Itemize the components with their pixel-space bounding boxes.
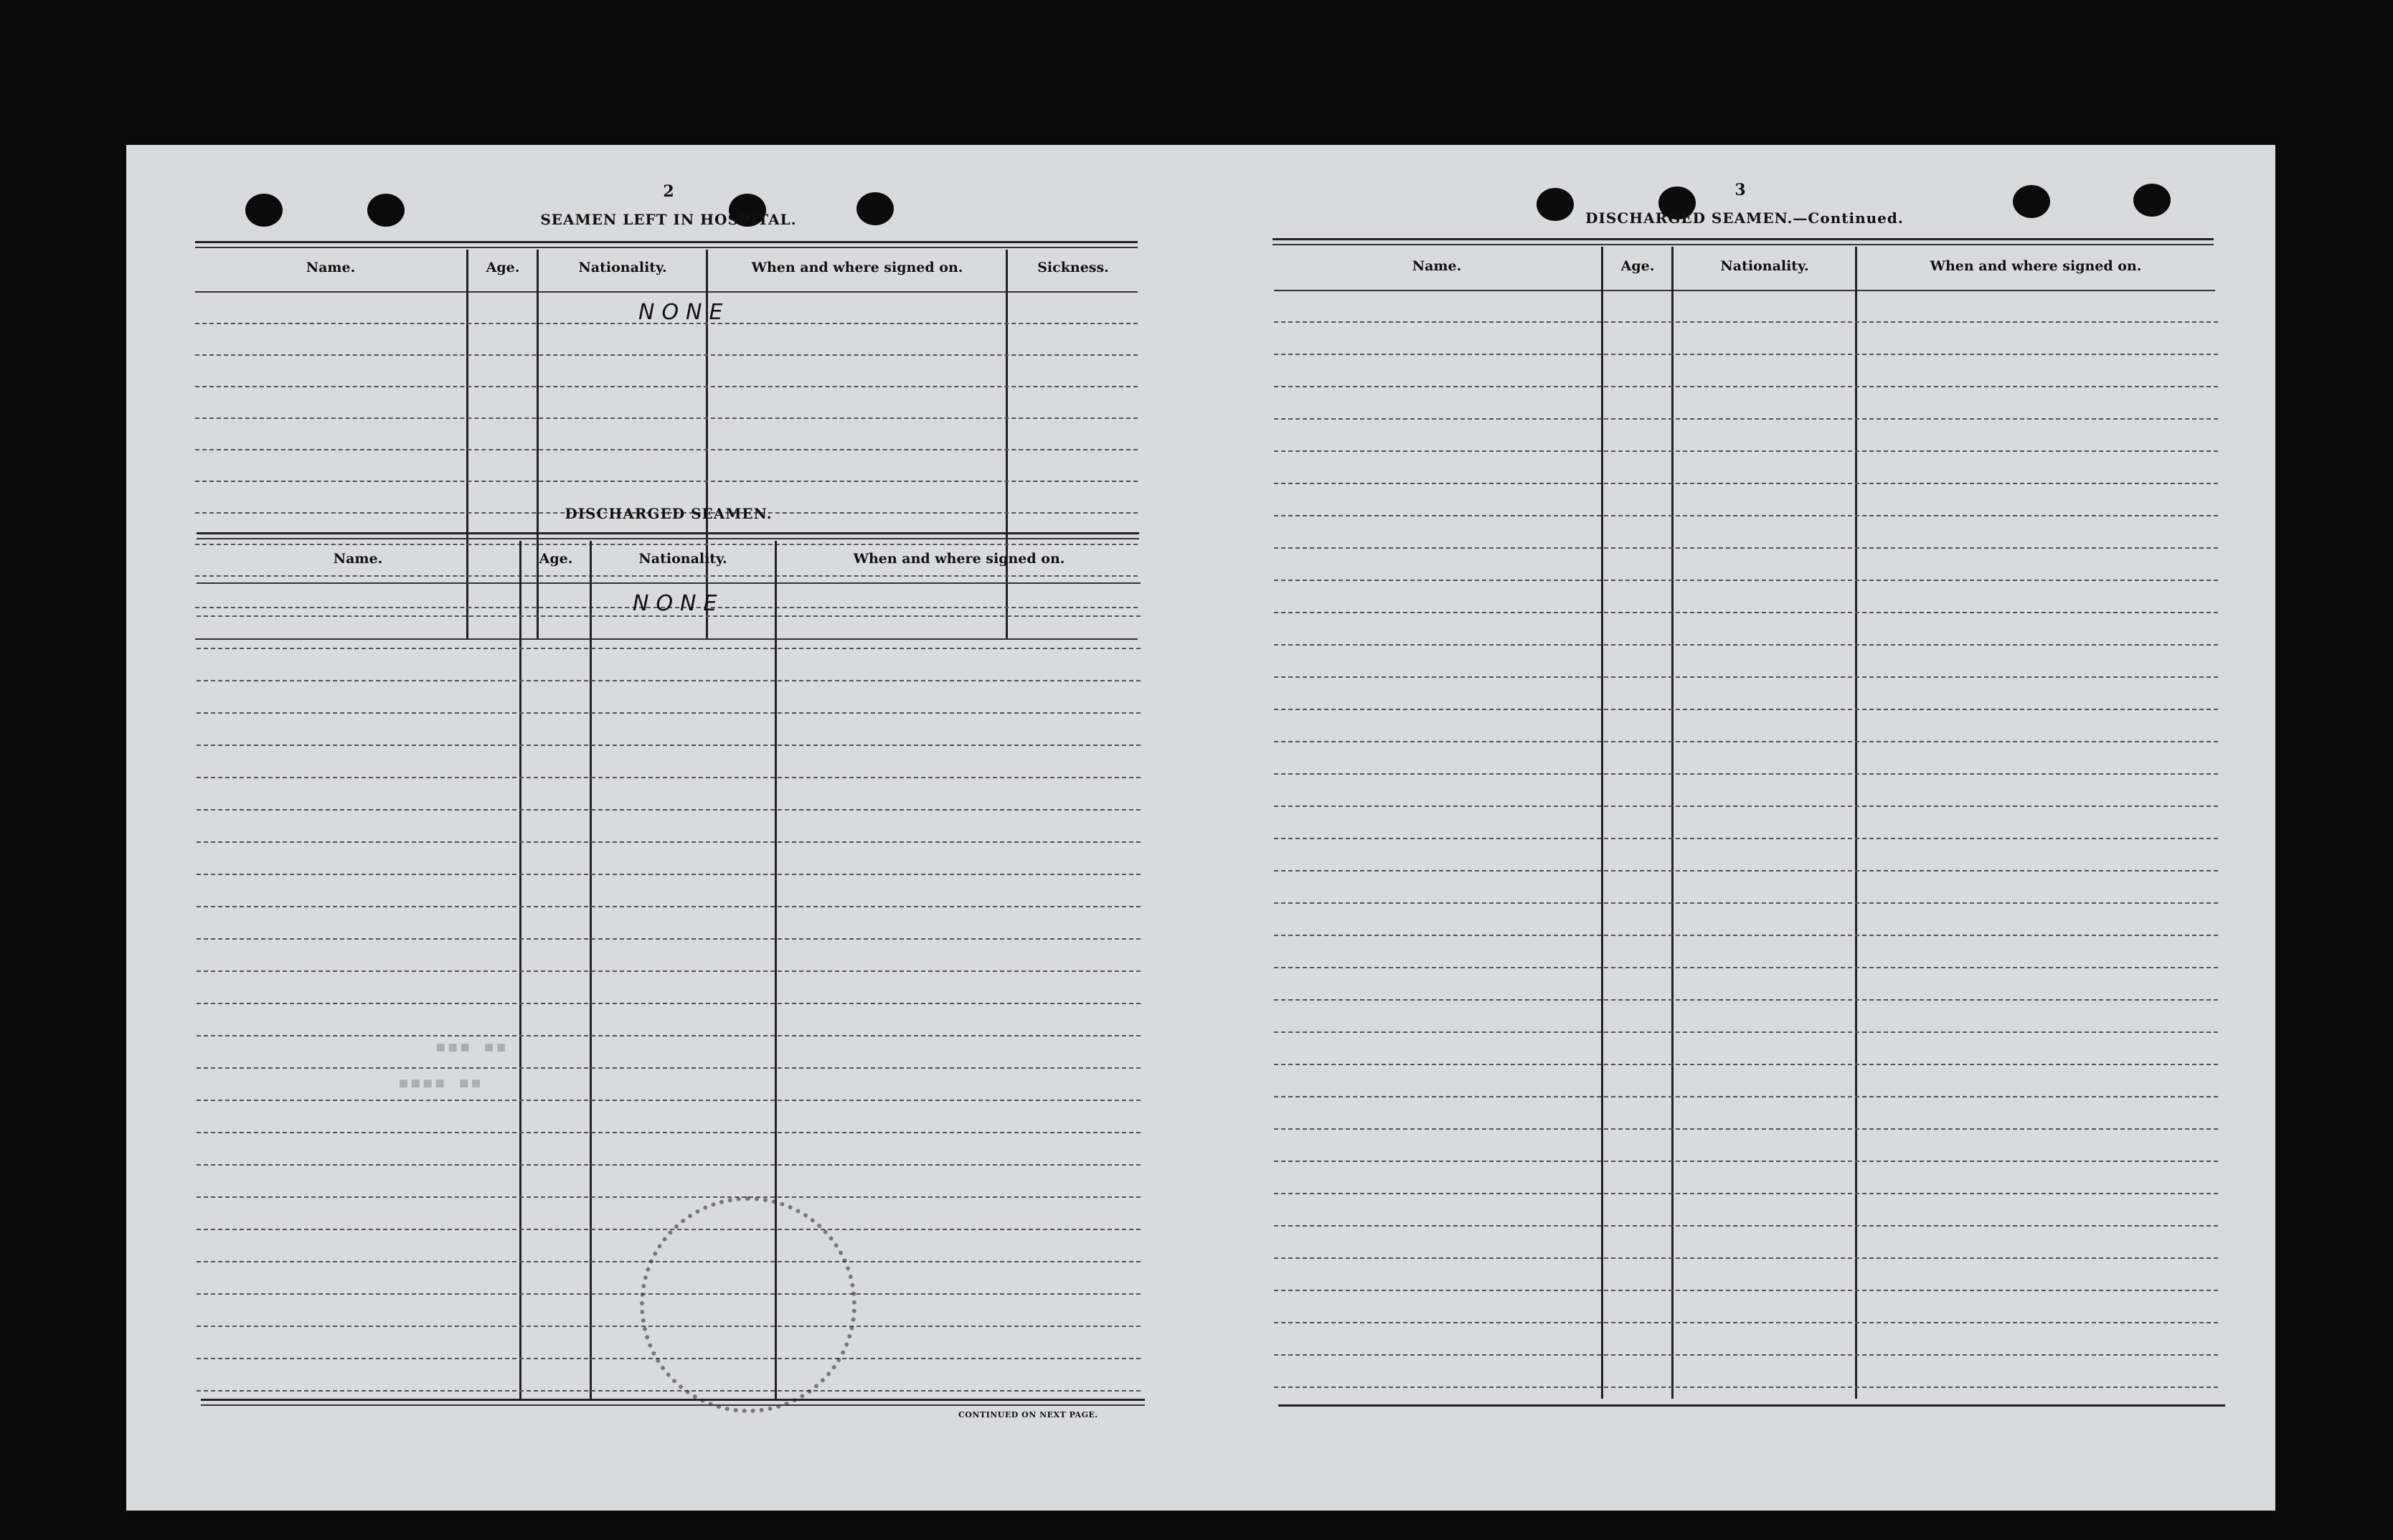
- col-header-name: Name.: [1412, 258, 1462, 274]
- ruled-line: [1274, 1128, 2218, 1130]
- punch-hole: [367, 194, 405, 227]
- punch-hole: [2133, 184, 2171, 217]
- ruled-line: [1274, 450, 2218, 452]
- right-section-title: DISCHARGED SEAMEN.—Continued.: [1585, 209, 1904, 227]
- ruled-line: [197, 809, 1141, 811]
- ruled-line: [197, 906, 1141, 907]
- ruled-line: [197, 1132, 1141, 1133]
- ruled-line: [197, 1035, 1141, 1036]
- ruled-line: [1274, 1031, 2218, 1033]
- ruled-line: [195, 354, 1138, 356]
- header-underline: [195, 291, 1138, 293]
- header-underline: [197, 582, 1141, 584]
- ruled-line: [1274, 1225, 2218, 1227]
- ruled-line: [195, 481, 1138, 482]
- col-header-age: Age.: [539, 551, 573, 567]
- bottom-rule: [201, 1399, 1145, 1401]
- bleed-through-marks: ▪▪▪▪ ▪▪: [397, 1070, 483, 1094]
- column-divider: [590, 541, 592, 1399]
- ruled-line: [1274, 1193, 2218, 1194]
- ruled-line: [195, 575, 1138, 577]
- hospital-section-title: SEAMEN LEFT IN HOSPITAL.: [540, 211, 797, 228]
- ruled-line: [1274, 709, 2218, 710]
- column-divider: [519, 541, 521, 1399]
- right-bottom-rule: [1278, 1404, 2225, 1407]
- ruled-line: [1274, 1257, 2218, 1259]
- punch-hole: [245, 194, 283, 227]
- header-underline: [1274, 290, 2215, 291]
- ruled-line: [1274, 676, 2218, 678]
- ruled-line: [1274, 1290, 2218, 1291]
- ruled-line: [195, 449, 1138, 450]
- ruled-line: [1274, 902, 2218, 904]
- ruled-line: [197, 1196, 1141, 1198]
- bottom-rule: [201, 1404, 1145, 1406]
- discharged-top-rule: [197, 538, 1139, 539]
- ruled-line: [1274, 806, 2218, 807]
- right-top-rule: [1273, 244, 2214, 245]
- discharged-section-title: DISCHARGED SEAMEN.: [565, 505, 773, 522]
- ruled-line: [1274, 547, 2218, 549]
- col-header-nationality: Nationality.: [578, 260, 667, 275]
- right-top-rule: [1273, 238, 2214, 240]
- ruled-line: [1274, 354, 2218, 355]
- top-rule: [195, 247, 1138, 248]
- ruled-line: [197, 1067, 1141, 1069]
- top-rule: [195, 241, 1138, 243]
- ruled-line: [1274, 935, 2218, 936]
- col-header-age: Age.: [1620, 258, 1655, 274]
- ruled-line: [197, 938, 1141, 940]
- ruled-line: [1274, 773, 2218, 775]
- ruled-line: [195, 386, 1138, 387]
- ruled-line: [197, 745, 1141, 746]
- right-page-number: 3: [1734, 181, 1746, 199]
- ruled-line: [197, 1003, 1141, 1004]
- circular-stamp: [640, 1196, 856, 1413]
- ruled-line: [197, 1164, 1141, 1166]
- hospital-entry-handwritten: NONE: [638, 300, 730, 325]
- ruled-line: [1274, 1096, 2218, 1097]
- left-page-number: 2: [663, 182, 674, 201]
- ruled-line: [1274, 1387, 2218, 1388]
- bleed-through-marks: ▪▪▪ ▪▪: [435, 1034, 508, 1058]
- ruled-line: [1274, 741, 2218, 742]
- col-header-nationality: Nationality.: [1720, 258, 1809, 274]
- ruled-line: [195, 417, 1138, 419]
- punch-hole: [2013, 185, 2050, 218]
- ruled-line: [1274, 612, 2218, 613]
- ruled-line: [1274, 1161, 2218, 1162]
- ruled-line: [1274, 967, 2218, 968]
- ruled-line: [1274, 1354, 2218, 1356]
- ruled-line: [197, 680, 1141, 681]
- discharged-entry-handwritten: NONE: [633, 591, 724, 616]
- ruled-line: [1274, 515, 2218, 516]
- ruled-line: [197, 712, 1141, 714]
- column-divider: [1006, 250, 1008, 638]
- ruled-line: [1274, 1322, 2218, 1323]
- ruled-line: [1274, 838, 2218, 839]
- ruled-line: [1274, 1064, 2218, 1065]
- col-header-sickness: Sickness.: [1037, 260, 1109, 275]
- col-header-when-where: When and where signed on.: [751, 260, 963, 275]
- discharged-top-rule: [197, 532, 1139, 534]
- col-header-when-where: When and where signed on.: [853, 551, 1065, 567]
- column-divider: [537, 250, 539, 638]
- col-header-name: Name.: [306, 260, 356, 275]
- section-rule: [195, 638, 1138, 640]
- ruled-line: [197, 841, 1141, 843]
- ruled-line: [197, 1100, 1141, 1101]
- ruled-line: [197, 874, 1141, 875]
- continued-footer: CONTINUED ON NEXT PAGE.: [958, 1410, 1098, 1419]
- ruled-line: [1274, 870, 2218, 871]
- ruled-line: [1274, 580, 2218, 581]
- ruled-line: [197, 777, 1141, 778]
- col-header-when-where: When and where signed on.: [1930, 258, 2142, 274]
- form-sheet: [126, 145, 2275, 1511]
- ruled-line: [1274, 418, 2218, 420]
- ruled-line: [197, 1390, 1141, 1392]
- ruled-line: [1274, 644, 2218, 646]
- ruled-line: [197, 648, 1141, 649]
- col-header-name: Name.: [333, 551, 383, 567]
- ruled-line: [195, 544, 1138, 545]
- ruled-line: [197, 970, 1141, 972]
- ruled-line: [1274, 386, 2218, 387]
- ruled-line: [1274, 999, 2218, 1001]
- column-divider: [466, 250, 468, 638]
- col-header-age: Age.: [486, 260, 520, 275]
- col-header-nationality: Nationality.: [638, 551, 727, 567]
- ruled-line: [1274, 321, 2218, 323]
- ruled-line: [1274, 483, 2218, 484]
